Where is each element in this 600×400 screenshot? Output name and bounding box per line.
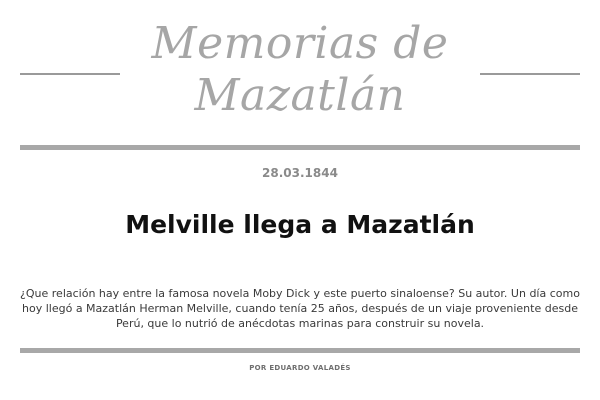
article-byline: POR EDUARDO VALADÉS [249,364,351,372]
article-date: 28.03.1844 [262,166,338,180]
masthead-title-line-1: Memorias de [151,18,449,69]
masthead-title [120,18,480,122]
masthead [0,10,600,140]
masthead-rule-left [20,73,120,75]
top-divider [20,145,580,150]
masthead-rule-right [480,73,580,75]
bottom-divider [20,348,580,353]
article-headline: Melville llega a Mazatlán [125,210,475,239]
masthead-title-line-2: Mazatlán [194,70,406,121]
article-lede: ¿Que relación hay entre la famosa novela Moby Dick y este puerto sinaloense? Su autor. Un día como hoy llegó a Mazatlán Herman Melville, cuando tenía 25 años, después de un viaje proveniente desde Perú, que lo nutrió de anécdotas marinas para construir su novela. [20,287,580,330]
